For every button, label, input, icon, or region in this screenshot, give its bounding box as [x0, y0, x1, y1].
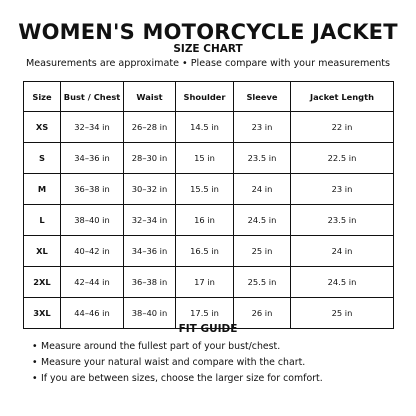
fit-guide-item [32, 355, 323, 371]
table-row [24, 236, 394, 267]
waist-cell: 28–30 in [124, 143, 176, 174]
sleeve-cell: 25.5 in [234, 267, 291, 298]
header-shoulder: Shoulder [176, 82, 234, 112]
bullet-icon: • [32, 373, 38, 384]
waist-cell: 36–38 in [124, 267, 176, 298]
bust-cell: 32–34 in [61, 112, 124, 143]
size-chart-table [23, 81, 394, 329]
waist-cell: 26–28 in [124, 112, 176, 143]
bust-cell: 34–36 in [61, 143, 124, 174]
waist-cell: 38–40 in [124, 298, 176, 329]
sleeve-cell: 25 in [234, 236, 291, 267]
length-cell: 22.5 in [291, 143, 394, 174]
shoulder-cell: 16.5 in [176, 236, 234, 267]
size-cell: XL [24, 236, 61, 267]
fit-guide-list [32, 339, 323, 387]
length-cell: 23 in [291, 174, 394, 205]
waist-cell: 32–34 in [124, 205, 176, 236]
shoulder-cell: 15.5 in [176, 174, 234, 205]
table-row [24, 143, 394, 174]
fit-guide-text: Measure your natural waist and compare with the chart. [41, 357, 306, 368]
size-cell: 3XL [24, 298, 61, 329]
length-cell: 25 in [291, 298, 394, 329]
table-row [24, 267, 394, 298]
size-cell: 2XL [24, 267, 61, 298]
bullet-icon: • [32, 341, 38, 352]
shoulder-cell: 17.5 in [176, 298, 234, 329]
fit-guide-text: Measure around the fullest part of your bust/chest. [41, 341, 281, 352]
sleeve-cell: 26 in [234, 298, 291, 329]
sleeve-cell: 23 in [234, 112, 291, 143]
sleeve-cell: 24 in [234, 174, 291, 205]
table-row [24, 205, 394, 236]
length-cell: 23.5 in [291, 205, 394, 236]
shoulder-cell: 16 in [176, 205, 234, 236]
table-row [24, 112, 394, 143]
fit-guide-title: FIT GUIDE [178, 323, 238, 335]
table-row [24, 174, 394, 205]
size-cell: M [24, 174, 61, 205]
waist-cell: 34–36 in [124, 236, 176, 267]
header-waist: Waist [124, 82, 176, 112]
header-size: Size [24, 82, 61, 112]
sleeve-cell: 23.5 in [234, 143, 291, 174]
length-cell: 24.5 in [291, 267, 394, 298]
shoulder-cell: 14.5 in [176, 112, 234, 143]
bust-cell: 42–44 in [61, 267, 124, 298]
length-cell: 22 in [291, 112, 394, 143]
bust-cell: 38–40 in [61, 205, 124, 236]
bullet-icon: • [32, 357, 38, 368]
bust-cell: 44–46 in [61, 298, 124, 329]
header-sleeve: Sleeve [234, 82, 291, 112]
header-bust-chest: Bust / Chest [61, 82, 124, 112]
fit-guide-item [32, 371, 323, 387]
length-cell: 24 in [291, 236, 394, 267]
bust-cell: 40–42 in [61, 236, 124, 267]
page-title: WOMEN'S MOTORCYCLE JACKET [18, 20, 398, 44]
header-jacket-length: Jacket Length [291, 82, 394, 112]
bust-cell: 36–38 in [61, 174, 124, 205]
sleeve-cell: 24.5 in [234, 205, 291, 236]
shoulder-cell: 15 in [176, 143, 234, 174]
size-cell: S [24, 143, 61, 174]
page-subtitle: SIZE CHART [173, 43, 243, 55]
shoulder-cell: 17 in [176, 267, 234, 298]
fit-guide-text: If you are between sizes, choose the larger size for comfort. [41, 373, 323, 384]
fit-guide-item [32, 339, 323, 355]
waist-cell: 30–32 in [124, 174, 176, 205]
measurement-note: Measurements are approximate • Please compare with your measurements [25, 58, 391, 69]
size-cell: XS [24, 112, 61, 143]
table-header-row [24, 82, 394, 112]
size-cell: L [24, 205, 61, 236]
